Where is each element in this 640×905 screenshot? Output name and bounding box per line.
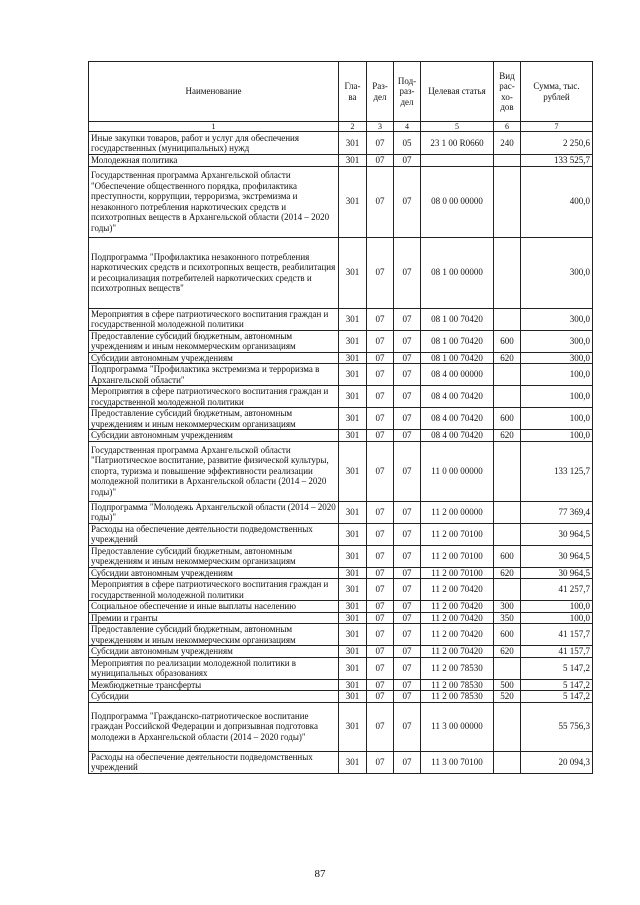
row-target: 08 4 00 70420 xyxy=(421,408,494,430)
row-target: 11 3 00 00000 xyxy=(421,702,494,751)
table-row xyxy=(89,691,593,703)
row-glava: 301 xyxy=(339,523,367,545)
col-number: 4 xyxy=(394,122,421,132)
row-razdel: 07 xyxy=(367,646,394,658)
row-name: Мероприятия в сфере патриотического воспитания граждан и государственной молодежной политики xyxy=(89,579,339,601)
row-target: 08 1 00 70420 xyxy=(421,352,494,364)
row-target: 08 1 00 70420 xyxy=(421,308,494,330)
row-sum: 100,0 xyxy=(521,408,593,430)
row-name: Предоставление субсидий бюджетным, автономным учреждениям и иным некоммерческим организациям xyxy=(89,408,339,430)
header-name: Наименование xyxy=(89,62,339,122)
row-sum: 41 257,7 xyxy=(521,579,593,601)
row-razdel: 07 xyxy=(367,691,394,703)
row-razdel: 07 xyxy=(367,601,394,613)
row-name: Расходы на обеспечение деятельности подведомственных учреждений xyxy=(89,751,339,773)
row-podrazdel: 07 xyxy=(394,612,421,624)
row-podrazdel: 07 xyxy=(394,364,421,386)
row-podrazdel: 07 xyxy=(394,166,421,237)
row-target: 11 2 00 70100 xyxy=(421,523,494,545)
row-glava: 301 xyxy=(339,330,367,352)
row-podrazdel: 07 xyxy=(394,352,421,364)
row-glava: 301 xyxy=(339,501,367,523)
row-podrazdel: 07 xyxy=(394,441,421,501)
row-glava: 301 xyxy=(339,430,367,442)
row-vid: 600 xyxy=(494,408,521,430)
row-sum: 30 964,5 xyxy=(521,545,593,567)
row-name: Премии и гранты xyxy=(89,612,339,624)
row-podrazdel: 07 xyxy=(394,430,421,442)
table-row xyxy=(89,441,593,501)
row-target: 23 1 00 R0660 xyxy=(421,132,494,155)
row-sum: 5 147,2 xyxy=(521,679,593,691)
row-name: Мероприятия в сфере патриотического воспитания граждан и государственной молодежной политики xyxy=(89,308,339,330)
row-sum: 400,0 xyxy=(521,166,593,237)
row-glava: 301 xyxy=(339,691,367,703)
row-vid xyxy=(494,308,521,330)
row-razdel: 07 xyxy=(367,352,394,364)
row-vid: 520 xyxy=(494,691,521,703)
row-sum: 133 525,7 xyxy=(521,155,593,167)
row-name: Государственная программа Архангельской области "Патриотическое воспитание, развитие физической культуры, спорта, туризма и повышение эффективности реализации молодежной политики в Архангельской области (2014 – 2020 годы)" xyxy=(89,441,339,501)
table-row xyxy=(89,155,593,167)
row-target: 11 2 00 70420 xyxy=(421,646,494,658)
row-vid: 350 xyxy=(494,612,521,624)
col-number: 5 xyxy=(421,122,494,132)
row-target: 11 3 00 70100 xyxy=(421,751,494,773)
row-sum: 300,0 xyxy=(521,237,593,308)
row-sum: 41 157,7 xyxy=(521,646,593,658)
row-name: Подпрограмма "Молодежь Архангельской области (2014 – 2020 годы)" xyxy=(89,501,339,523)
row-razdel: 07 xyxy=(367,523,394,545)
row-vid xyxy=(494,364,521,386)
header-target: Целевая статья xyxy=(421,62,494,122)
row-vid xyxy=(494,523,521,545)
table-row xyxy=(89,751,593,773)
row-target: 11 2 00 70420 xyxy=(421,579,494,601)
table-row xyxy=(89,364,593,386)
row-glava: 301 xyxy=(339,601,367,613)
row-razdel: 07 xyxy=(367,237,394,308)
row-podrazdel: 07 xyxy=(394,545,421,567)
row-razdel: 07 xyxy=(367,501,394,523)
table-row xyxy=(89,330,593,352)
row-glava: 301 xyxy=(339,155,367,167)
row-razdel: 07 xyxy=(367,545,394,567)
row-glava: 301 xyxy=(339,386,367,408)
row-name: Молодежная политика xyxy=(89,155,339,167)
table-row xyxy=(89,430,593,442)
row-name: Предоставление субсидий бюджетным, автономным учреждениям и иным некоммерческим организациям xyxy=(89,624,339,646)
row-razdel: 07 xyxy=(367,567,394,579)
row-sum: 300,0 xyxy=(521,308,593,330)
row-razdel: 07 xyxy=(367,132,394,155)
row-podrazdel: 07 xyxy=(394,501,421,523)
row-sum: 77 369,4 xyxy=(521,501,593,523)
row-sum: 5 147,2 xyxy=(521,691,593,703)
col-number: 1 xyxy=(89,122,339,132)
row-vid xyxy=(494,166,521,237)
table-row xyxy=(89,132,593,155)
row-target: 08 1 00 70420 xyxy=(421,330,494,352)
row-podrazdel: 07 xyxy=(394,567,421,579)
col-number: 6 xyxy=(494,122,521,132)
row-podrazdel: 07 xyxy=(394,408,421,430)
row-razdel: 07 xyxy=(367,155,394,167)
row-glava: 301 xyxy=(339,679,367,691)
row-target: 08 1 00 00000 xyxy=(421,237,494,308)
row-sum: 30 964,5 xyxy=(521,567,593,579)
row-vid xyxy=(494,237,521,308)
row-glava: 301 xyxy=(339,441,367,501)
row-razdel: 07 xyxy=(367,330,394,352)
table-row xyxy=(89,501,593,523)
row-name: Подпрограмма "Гражданско-патриотическое воспитание граждан Российской Федерации и допризывная подготовка молодежи в Архангельской области (2014 – 2020 годы)" xyxy=(89,702,339,751)
row-razdel: 07 xyxy=(367,441,394,501)
row-podrazdel: 07 xyxy=(394,702,421,751)
row-sum: 100,0 xyxy=(521,364,593,386)
row-glava: 301 xyxy=(339,612,367,624)
row-glava: 301 xyxy=(339,751,367,773)
row-name: Предоставление субсидий бюджетным, автономным учреждениям и иным некоммерческим организациям xyxy=(89,545,339,567)
table-row xyxy=(89,646,593,658)
row-podrazdel: 07 xyxy=(394,646,421,658)
row-name: Расходы на обеспечение деятельности подведомственных учреждений xyxy=(89,523,339,545)
row-name: Субсидии автономным учреждениям xyxy=(89,567,339,579)
row-vid xyxy=(494,751,521,773)
row-sum: 41 157,7 xyxy=(521,624,593,646)
column-number-row xyxy=(89,122,593,132)
row-vid xyxy=(494,501,521,523)
row-razdel: 07 xyxy=(367,166,394,237)
row-podrazdel: 07 xyxy=(394,751,421,773)
row-name: Иные закупки товаров, работ и услуг для обеспечения государственных (муниципальных) нужд xyxy=(89,132,339,155)
row-glava: 301 xyxy=(339,308,367,330)
row-podrazdel: 07 xyxy=(394,601,421,613)
row-glava: 301 xyxy=(339,132,367,155)
row-glava: 301 xyxy=(339,364,367,386)
header-sum: Сумма, тыс. рублей xyxy=(521,62,593,122)
row-sum: 100,0 xyxy=(521,612,593,624)
page-number: 87 xyxy=(314,868,326,880)
header-vid: Вид рас-хо-дов xyxy=(494,62,521,122)
table-row xyxy=(89,545,593,567)
row-target: 08 4 00 00000 xyxy=(421,364,494,386)
table-body xyxy=(89,132,593,774)
col-number: 7 xyxy=(521,122,593,132)
row-sum: 100,0 xyxy=(521,601,593,613)
row-name: Субсидии автономным учреждениям xyxy=(89,646,339,658)
col-number: 3 xyxy=(367,122,394,132)
row-glava: 301 xyxy=(339,166,367,237)
row-podrazdel: 07 xyxy=(394,237,421,308)
row-name: Государственная программа Архангельской области "Обеспечение общественного порядка, профилактика преступности, коррупции, терроризма, экстремизма и незаконного потребления наркотических средств и психотропных веществ в Архангельской области (2014 – 2020 годы)" xyxy=(89,166,339,237)
row-sum: 30 964,5 xyxy=(521,523,593,545)
table-row xyxy=(89,624,593,646)
row-podrazdel: 07 xyxy=(394,155,421,167)
row-podrazdel: 05 xyxy=(394,132,421,155)
row-target: 11 2 00 78530 xyxy=(421,691,494,703)
row-podrazdel: 07 xyxy=(394,657,421,679)
row-vid: 500 xyxy=(494,679,521,691)
row-name: Субсидии xyxy=(89,691,339,703)
row-vid: 620 xyxy=(494,352,521,364)
row-vid: 600 xyxy=(494,545,521,567)
table-row xyxy=(89,601,593,613)
row-glava: 301 xyxy=(339,657,367,679)
row-target: 11 2 00 00000 xyxy=(421,501,494,523)
table-row xyxy=(89,657,593,679)
row-vid xyxy=(494,386,521,408)
row-vid xyxy=(494,702,521,751)
row-vid: 600 xyxy=(494,624,521,646)
row-glava: 301 xyxy=(339,408,367,430)
row-vid xyxy=(494,441,521,501)
table-row xyxy=(89,352,593,364)
row-vid xyxy=(494,657,521,679)
row-sum: 100,0 xyxy=(521,430,593,442)
row-razdel: 07 xyxy=(367,751,394,773)
row-vid: 300 xyxy=(494,601,521,613)
table-row xyxy=(89,679,593,691)
row-sum: 55 756,3 xyxy=(521,702,593,751)
row-glava: 301 xyxy=(339,352,367,364)
row-name: Субсидии автономным учреждениям xyxy=(89,430,339,442)
header-podrazdel: Под-раз-дел xyxy=(394,62,421,122)
row-sum: 5 147,2 xyxy=(521,657,593,679)
table-row xyxy=(89,612,593,624)
table-row xyxy=(89,523,593,545)
row-vid: 620 xyxy=(494,646,521,658)
row-podrazdel: 07 xyxy=(394,523,421,545)
row-glava: 301 xyxy=(339,702,367,751)
row-sum: 20 094,3 xyxy=(521,751,593,773)
row-podrazdel: 07 xyxy=(394,679,421,691)
row-target: 08 4 00 70420 xyxy=(421,386,494,408)
row-vid: 600 xyxy=(494,330,521,352)
row-name: Мероприятия по реализации молодежной политики в муниципальных образованиях xyxy=(89,657,339,679)
row-target: 11 2 00 70420 xyxy=(421,612,494,624)
row-razdel: 07 xyxy=(367,408,394,430)
table-row xyxy=(89,308,593,330)
row-sum: 300,0 xyxy=(521,330,593,352)
header-row xyxy=(89,62,593,122)
row-target xyxy=(421,155,494,167)
row-target: 11 2 00 70100 xyxy=(421,567,494,579)
row-target: 11 2 00 70420 xyxy=(421,624,494,646)
row-target: 11 2 00 78530 xyxy=(421,657,494,679)
row-razdel: 07 xyxy=(367,702,394,751)
row-sum: 100,0 xyxy=(521,386,593,408)
table-row xyxy=(89,386,593,408)
row-glava: 301 xyxy=(339,646,367,658)
row-podrazdel: 07 xyxy=(394,330,421,352)
row-target: 11 0 00 00000 xyxy=(421,441,494,501)
row-razdel: 07 xyxy=(367,364,394,386)
row-name: Предоставление субсидий бюджетным, автономным учреждениям и иным некоммерческим организациям xyxy=(89,330,339,352)
row-sum: 133 125,7 xyxy=(521,441,593,501)
row-vid xyxy=(494,579,521,601)
budget-table xyxy=(88,61,593,774)
row-podrazdel: 07 xyxy=(394,691,421,703)
row-glava: 301 xyxy=(339,237,367,308)
header-razdel: Раз-дел xyxy=(367,62,394,122)
row-sum: 2 250,6 xyxy=(521,132,593,155)
row-name: Мероприятия в сфере патриотического воспитания граждан и государственной молодежной политики xyxy=(89,386,339,408)
row-name: Подпрограмма "Профилактика незаконного потребления наркотических средств и психотропных веществ, реабилитация и ресоциализация потребителей наркотических средств и психотропных веществ" xyxy=(89,237,339,308)
table-row xyxy=(89,408,593,430)
col-number: 2 xyxy=(339,122,367,132)
row-sum: 300,0 xyxy=(521,352,593,364)
table-row xyxy=(89,237,593,308)
row-vid: 620 xyxy=(494,567,521,579)
row-podrazdel: 07 xyxy=(394,308,421,330)
row-target: 08 4 00 70420 xyxy=(421,430,494,442)
table-row xyxy=(89,579,593,601)
row-podrazdel: 07 xyxy=(394,624,421,646)
row-target: 11 2 00 70100 xyxy=(421,545,494,567)
row-target: 11 2 00 70420 xyxy=(421,601,494,613)
row-name: Подпрограмма "Профилактика экстремизма и терроризма в Архангельской области" xyxy=(89,364,339,386)
row-razdel: 07 xyxy=(367,386,394,408)
table-row xyxy=(89,567,593,579)
row-razdel: 07 xyxy=(367,624,394,646)
row-vid: 240 xyxy=(494,132,521,155)
row-razdel: 07 xyxy=(367,430,394,442)
row-razdel: 07 xyxy=(367,612,394,624)
row-razdel: 07 xyxy=(367,579,394,601)
header-glava: Гла-ва xyxy=(339,62,367,122)
row-target: 08 0 00 00000 xyxy=(421,166,494,237)
row-name: Межбюджетные трансферты xyxy=(89,679,339,691)
row-glava: 301 xyxy=(339,579,367,601)
row-target: 11 2 00 78530 xyxy=(421,679,494,691)
row-glava: 301 xyxy=(339,567,367,579)
row-glava: 301 xyxy=(339,545,367,567)
row-razdel: 07 xyxy=(367,308,394,330)
row-name: Социальное обеспечение и иные выплаты населению xyxy=(89,601,339,613)
table-row xyxy=(89,166,593,237)
row-vid: 620 xyxy=(494,430,521,442)
row-podrazdel: 07 xyxy=(394,579,421,601)
row-vid xyxy=(494,155,521,167)
row-razdel: 07 xyxy=(367,657,394,679)
table-row xyxy=(89,702,593,751)
row-razdel: 07 xyxy=(367,679,394,691)
row-name: Субсидии автономным учреждениям xyxy=(89,352,339,364)
row-glava: 301 xyxy=(339,624,367,646)
row-podrazdel: 07 xyxy=(394,386,421,408)
